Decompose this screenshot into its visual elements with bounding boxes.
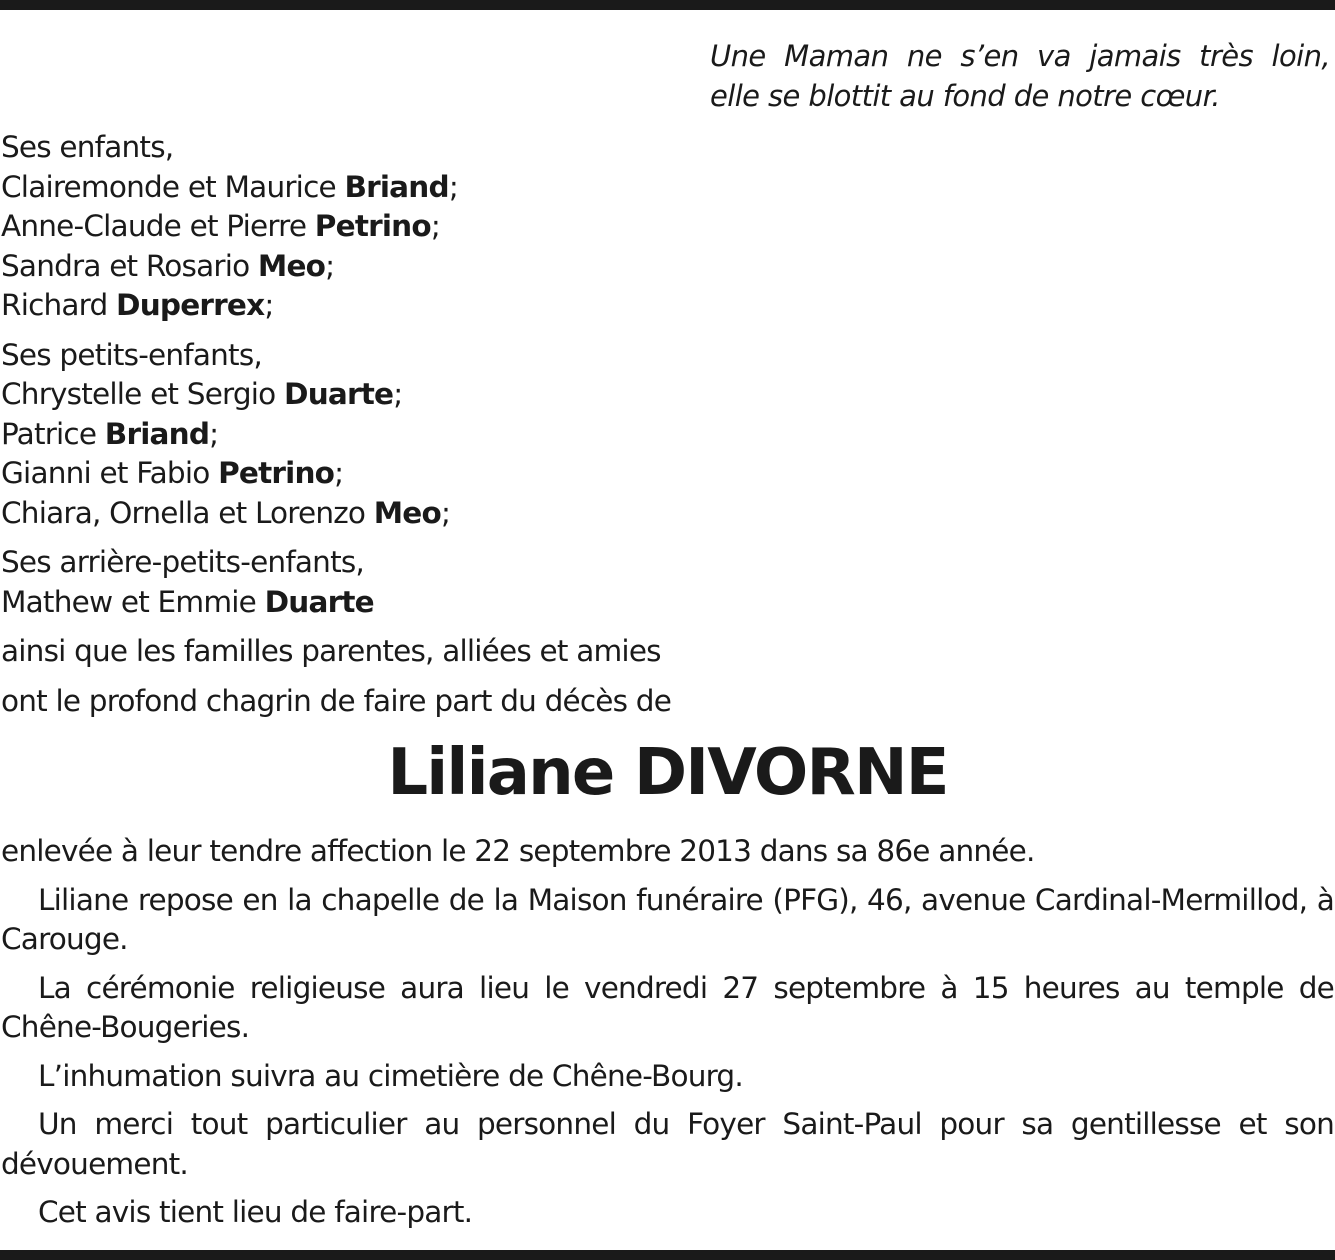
entry-surname: Duarte: [284, 377, 394, 411]
notice-paragraph: Un merci tout particulier au personnel du Foyer Saint-Paul pour sa gentillesse et son dévouement.: [1, 1107, 1334, 1181]
entry-surname: Petrino: [314, 209, 431, 243]
entry-given-names: Patrice: [1, 416, 97, 451]
family-entry: [1, 494, 761, 534]
entry-punctuation: ;: [334, 456, 344, 490]
entry-given-names: Chrystelle et Sergio: [1, 377, 276, 411]
epigraph: [710, 36, 1330, 116]
entry-given-names: Clairemonde et Maurice: [1, 169, 336, 204]
family-entry: [1, 375, 761, 415]
bottom-border-rule: [0, 1250, 1335, 1260]
grandchildren-heading: Ses petits-enfants,: [1, 337, 262, 372]
entry-punctuation: ;: [430, 209, 440, 243]
announcement-line: ont le profond chagrin de faire part du décès de: [1, 683, 672, 718]
children-heading: Ses enfants,: [1, 130, 174, 164]
great-grandchildren-group: [1, 543, 761, 622]
entry-punctuation: ;: [325, 248, 335, 283]
notice-body: [1, 832, 1334, 1242]
entry-given-names: Anne-Claude et Pierre: [1, 209, 307, 243]
grandchildren-group: [1, 336, 761, 534]
family-entry: [1, 583, 761, 623]
top-border-rule: [0, 0, 1335, 10]
family-list: [1, 128, 761, 731]
notice-paragraph: L’inhumation suivra au cimetière de Chêne-Bourg.: [38, 1058, 743, 1093]
family-entry: [1, 286, 761, 326]
entry-given-names: Mathew et Emmie: [1, 584, 256, 619]
families-line: ainsi que les familles parentes, alliées et amies: [1, 634, 661, 668]
entry-given-names: Sandra et Rosario: [1, 248, 250, 283]
entry-given-names: Gianni et Fabio: [1, 456, 210, 490]
entry-surname: Petrino: [218, 456, 335, 490]
notice-paragraph: Liliane repose en la chapelle de la Maison funéraire (PFG), 46, avenue Cardinal-Mermillod, à Carouge.: [1, 882, 1334, 956]
family-entry: [1, 454, 761, 494]
children-group: [1, 128, 761, 326]
entry-punctuation: ;: [393, 377, 403, 411]
entry-surname: Briand: [104, 416, 210, 451]
entry-surname: Meo: [257, 248, 326, 283]
great-grandchildren-heading: Ses arrière-petits-enfants,: [1, 545, 364, 579]
family-entry: [1, 247, 761, 287]
entry-punctuation: ;: [440, 495, 451, 530]
epigraph-line-1: Une Maman ne s’en va jamais très loin,: [710, 39, 1330, 73]
entry-punctuation: ;: [448, 169, 458, 204]
entry-surname: Meo: [373, 495, 441, 530]
entry-surname: Briand: [344, 169, 449, 204]
deceased-name: Liliane DIVORNE: [387, 736, 948, 810]
family-entry: [1, 207, 761, 247]
entry-surname: Duarte: [264, 584, 374, 619]
epigraph-line-2: elle se blottit au fond de notre cœur.: [710, 79, 1220, 113]
notice-paragraph: enlevée à leur tendre affection le 22 septembre 2013 dans sa 86e année.: [1, 834, 1035, 868]
entry-given-names: Chiara, Ornella et Lorenzo: [1, 495, 366, 530]
family-entry: [1, 168, 761, 208]
notice-paragraph: La cérémonie religieuse aura lieu le vendredi 27 septembre à 15 heures au temple de Chêne-Bougeries.: [1, 970, 1334, 1044]
entry-given-names: Richard: [1, 288, 108, 322]
entry-punctuation: ;: [264, 288, 274, 322]
notice-paragraph: Cet avis tient lieu de faire-part.: [38, 1195, 473, 1229]
family-entry: [1, 415, 761, 455]
entry-punctuation: ;: [209, 416, 219, 451]
entry-surname: Duperrex: [116, 288, 265, 322]
